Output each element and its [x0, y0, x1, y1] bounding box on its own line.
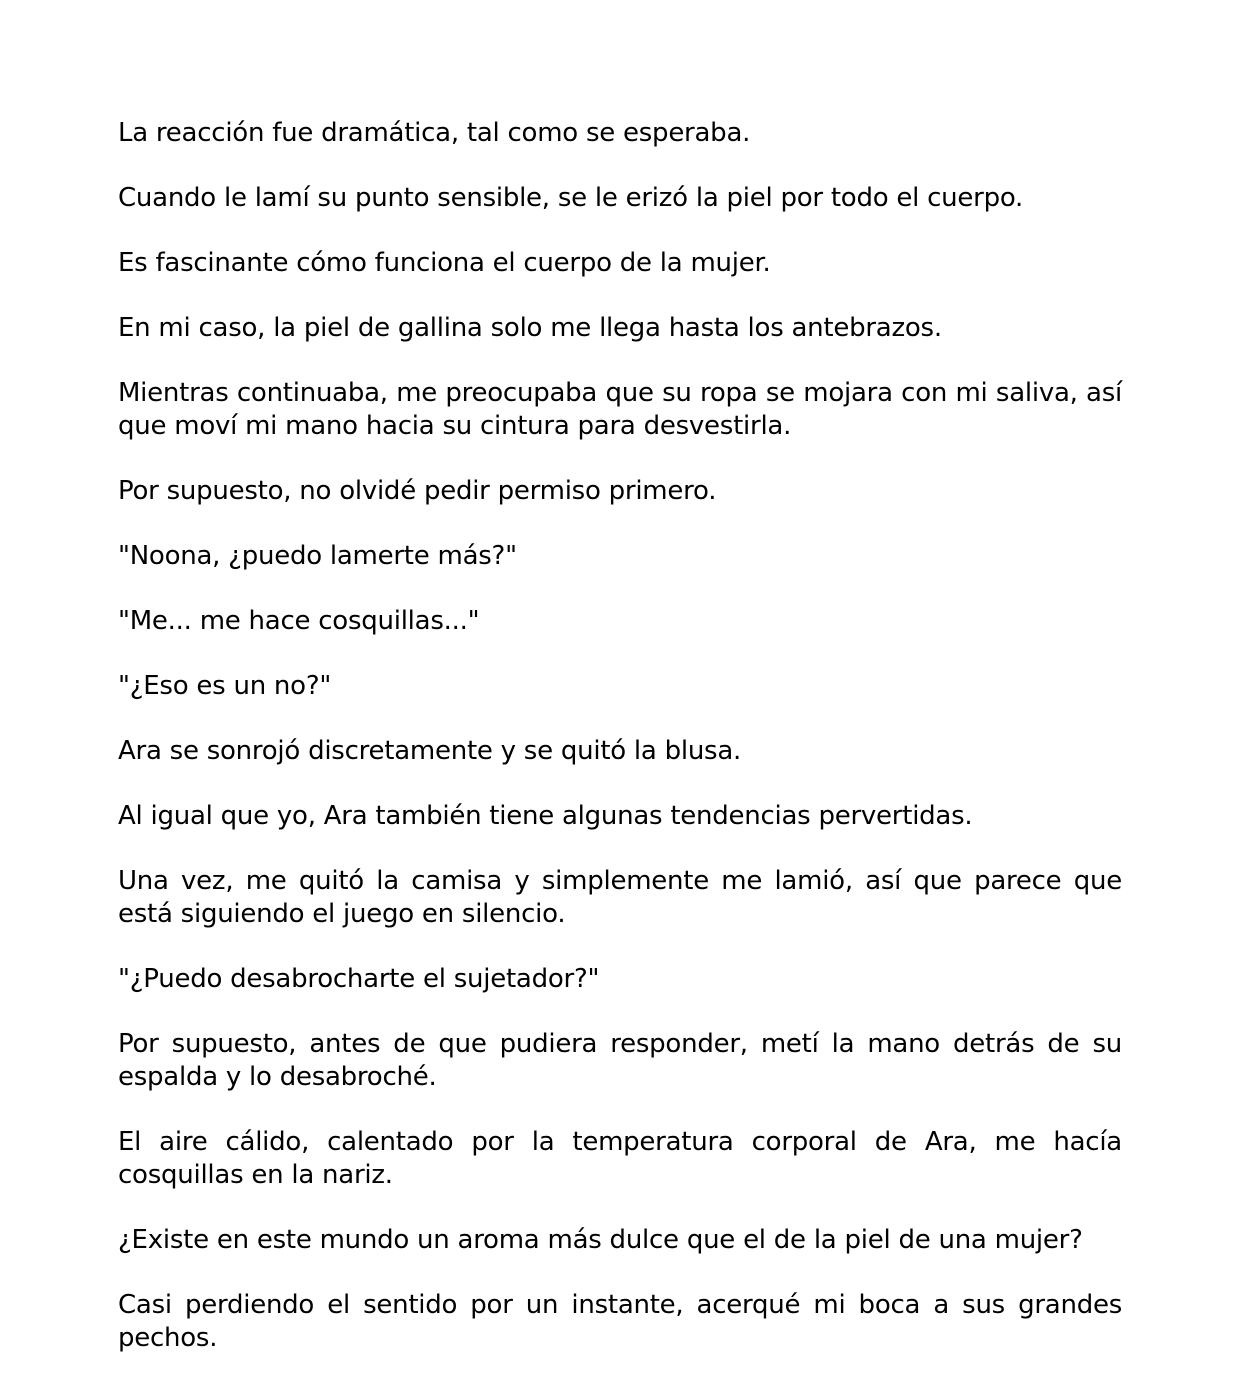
- paragraph: Ara se sonrojó discretamente y se quitó la blusa.: [118, 736, 742, 766]
- paragraph: En mi caso, la piel de gallina solo me llega hasta los antebrazos.: [118, 313, 942, 343]
- document-page: [118, 117, 1122, 1387]
- paragraph: Cuando le lamí su punto sensible, se le erizó la piel por todo el cuerpo.: [118, 183, 1024, 213]
- dialogue-line: "¿Puedo desabrocharte el sujetador?": [118, 964, 600, 994]
- paragraph: Es fascinante cómo funciona el cuerpo de la mujer.: [118, 248, 771, 278]
- paragraph: La reacción fue dramática, tal como se esperaba.: [118, 118, 751, 148]
- dialogue-line: "Me... me hace cosquillas...": [118, 606, 480, 636]
- paragraph: Una vez, me quitó la camisa y simplemente me lamió, así que parece que está siguiendo el juego en silencio.: [118, 866, 1122, 929]
- paragraph: Por supuesto, antes de que pudiera responder, metí la mano detrás de su espalda y lo desabroché.: [118, 1029, 1122, 1092]
- paragraph: Mientras continuaba, me preocupaba que su ropa se mojara con mi saliva, así que moví mi mano hacia su cintura para desvestirla.: [118, 378, 1122, 441]
- paragraph: El aire cálido, calentado por la temperatura corporal de Ara, me hacía cosquillas en la nariz.: [118, 1127, 1122, 1190]
- dialogue-line: "¿Eso es un no?": [118, 671, 332, 701]
- paragraph: ¿Existe en este mundo un aroma más dulce que el de la piel de una mujer?: [118, 1225, 1083, 1255]
- paragraph: Casi perdiendo el sentido por un instante, acerqué mi boca a sus grandes pechos.: [118, 1290, 1122, 1353]
- paragraph: Por supuesto, no olvidé pedir permiso primero.: [118, 476, 717, 506]
- paragraph: Al igual que yo, Ara también tiene algunas tendencias pervertidas.: [118, 801, 973, 831]
- dialogue-line: "Noona, ¿puedo lamerte más?": [118, 541, 517, 571]
